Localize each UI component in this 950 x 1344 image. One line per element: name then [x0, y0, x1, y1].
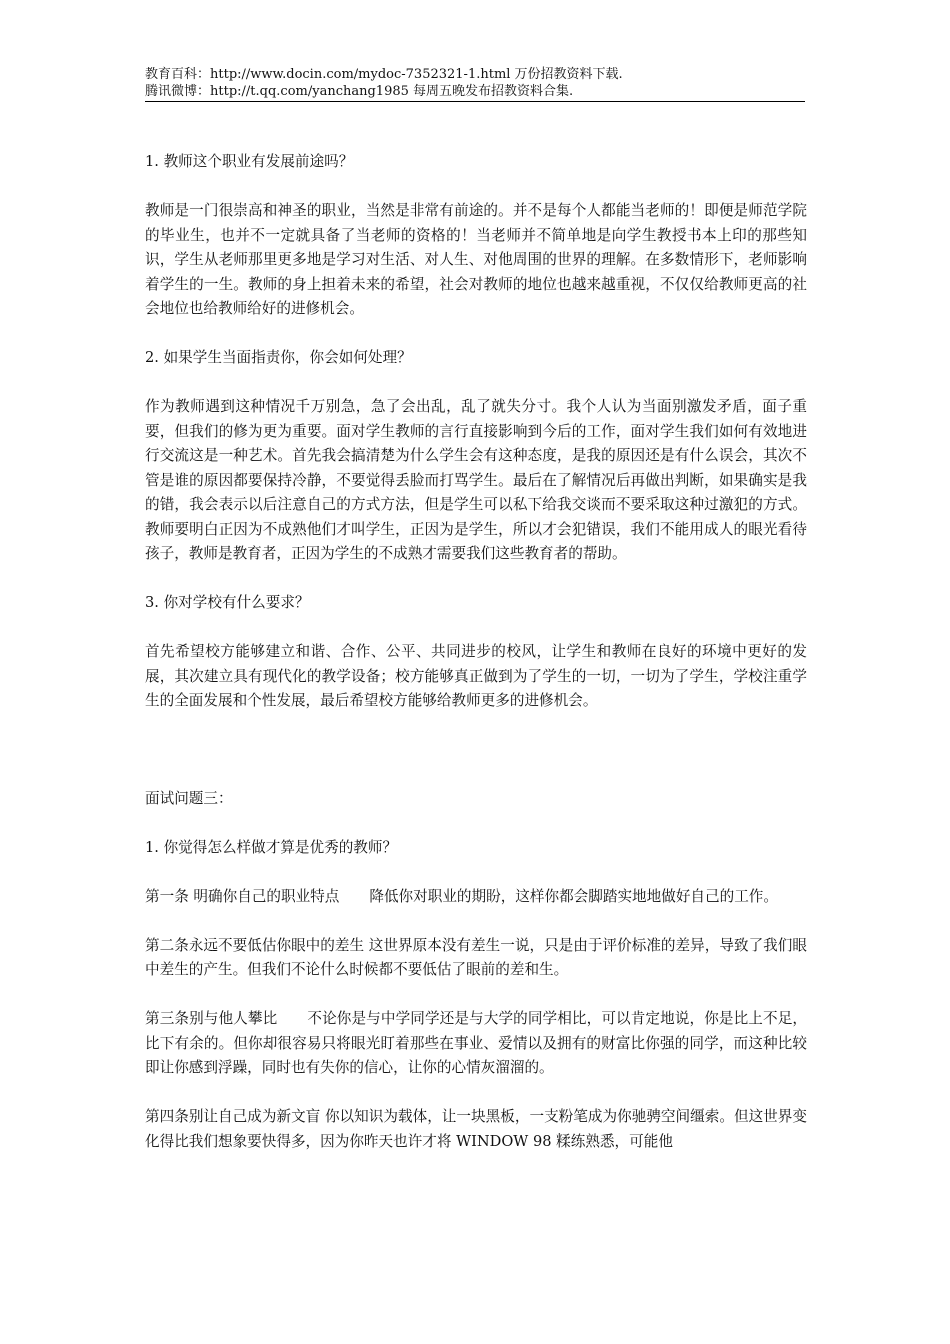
- answer-1: 教师是一门很崇高和神圣的职业，当然是非常有前途的。并不是每个人都能当老师的！即便是师范学院的毕业生，也并不一定就具备了当老师的资格的！当老师并不简单地是向学生教授书本上印的那些知识，学生从老师那里更多地是学习对生活、对人生、对他周围的世界的理解。在多数情形下，老师影响着学生的一生。教师的身上担着未来的希望，社会对教师的地位也越来越重视，不仅仅给教师更高的社会地位也给教师给好的进修机会。: [145, 202, 807, 317]
- document-body: [145, 150, 807, 1179]
- question-1: 1. 教师这个职业有发展前途吗？: [145, 153, 354, 170]
- rule-2-text: 这世界原本没有差生一说，只是由于评价标准的差异，导致了我们眼中差生的产生。但我们不论什么时候都不要低估了眼前的差和生。: [145, 936, 807, 978]
- rule-4-title: 第四条别让自己成为新文盲: [145, 1108, 321, 1125]
- rule-1: [145, 885, 807, 910]
- section-heading-3: 面试问题三：: [145, 789, 233, 807]
- header-line-weibo: 腾讯微博：http://t.qq.com/yanchang1985 每周五晚发布招教资料合集.: [145, 84, 574, 99]
- header-line-baike: 教育百科：http://www.docin.com/mydoc-7352321-1.html 万份招教资料下载.: [145, 67, 623, 82]
- rule-4-text: 你以知识为载体，让一块黑板，一支粉笔成为你驰骋空间缰索。但这世界变化得比我们想象要快得多，因为你昨天也许才将 WINDOW 98 糅练熟悉，可能他: [145, 1108, 807, 1150]
- rule-2: [145, 934, 807, 983]
- rule-4: [145, 1105, 807, 1154]
- rule-3: [145, 1007, 807, 1081]
- rule-3-text: 不论你是与中学同学还是与大学的同学相比，可以肯定地说，你是比上不足，比下有余的。但你却很容易只将眼光盯着那些在事业、爱情以及拥有的财富比你强的同学，而这种比较即让你感到浮躁，同时也有失你的信心，让你的心情灰溜溜的。: [145, 1010, 807, 1076]
- rule-2-title: 第二条永远不要低估你眼中的差生: [145, 936, 365, 954]
- rule-1-title: 第一条 明确你自己的职业特点: [145, 887, 340, 905]
- rule-1-text: 降低你对职业的期盼，这样你都会脚踏实地地做好自己的工作。: [369, 887, 778, 905]
- rule-3-title: 第三条别与他人攀比: [145, 1010, 278, 1027]
- question-3: 3. 你对学校有什么要求？: [145, 594, 310, 611]
- answer-2: 作为教师遇到这种情况千万别急，急了会出乱，乱了就失分寸。我个人认为当面别激发矛盾，面子重要，但我们的修为更为重要。面对学生教师的言行直接影响到今后的工作，面对学生我们如何有效地进行交流这是一种艺术。首先我会搞清楚为什么学生会有这种态度，是我的原因还是有什么误会，其次不管是谁的原因都要保持冷静，不要觉得丢脸而打骂学生。最后在了解情况后再做出判断，如果确实是我的错，我会表示以后注意自己的方式方法，但是学生可以私下给我交谈而不要采取这种过激犯的方式。教师要明白正因为不成熟他们才叫学生，正因为是学生，所以才会犯错误，我们不能用成人的眼光看待孩子，教师是教育者，正因为学生的不成熟才需要我们这些教育者的帮助。: [145, 398, 807, 562]
- section3-question-1: 1. 你觉得怎么样做才算是优秀的教师？: [145, 838, 398, 856]
- page-header: [145, 66, 805, 102]
- question-2: 2. 如果学生当面指责你，你会如何处理？: [145, 349, 412, 366]
- answer-3: 首先希望校方能够建立和谐、合作、公平、共同进步的校风，让学生和教师在良好的环境中更好的发展，其次建立具有现代化的教学设备；校方能够真正做到为了学生的一切，一切为了学生，学校注重学生的全面发展和个性发展，最后希望校方能够给教师更多的进修机会。: [145, 643, 807, 709]
